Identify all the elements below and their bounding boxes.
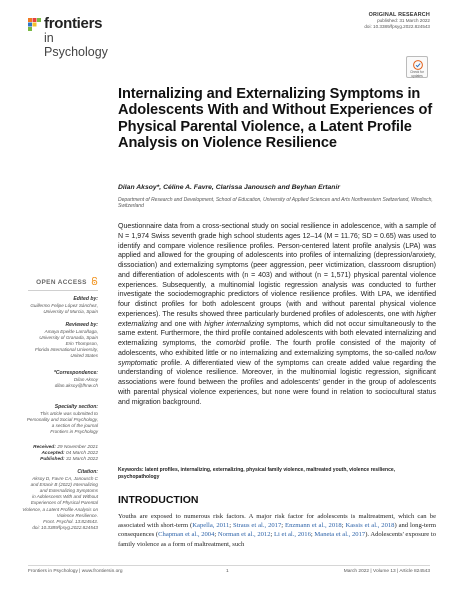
corresponding-email[interactable]: dilan.aksoy@fhnw.ch [54, 382, 98, 388]
reviewer-line: Florida International University, [35, 347, 98, 353]
abstract-emphasis: comorbid [216, 340, 246, 347]
correspondence-heading: *Correspondence: [53, 370, 98, 376]
intro-text: Youths are exposed to numerous risk factors. A major risk factor for adolescents is maltreatment, which can be associated with short-term ( [118, 513, 436, 530]
published-label: Published: [40, 457, 65, 463]
footer-divider [28, 565, 430, 566]
abstract-text: profile. The fourth profile consisted of the majority of adolescents, who exhibited little or no internalizing and externalizing symptoms, the so-called [118, 340, 436, 357]
citation-link[interactable]: Maneta et al., 2017 [314, 531, 366, 539]
abstract-emphasis: no/low symptomatic [118, 349, 436, 367]
specialty-line: Personality and Social Psychology, [26, 416, 98, 422]
footer-issue-info: March 2022 | Volume 13 | Article 824543 [343, 569, 430, 574]
intro-text: ; [270, 531, 275, 539]
open-access-label: OPEN ACCESS [36, 279, 87, 286]
intro-text: ; [281, 522, 286, 530]
reviewer-line[interactable]: Amaya Epelde Larrañaga, [44, 328, 98, 334]
article-type: ORIGINAL RESEARCH [368, 12, 430, 18]
specialty-line: This article was submitted to [40, 410, 98, 416]
citation-doi[interactable]: doi: 10.3389/fpsyg.2022.824543 [32, 525, 98, 531]
reviewer-line[interactable]: Erin Thompson, [65, 341, 98, 346]
abstract-emphasis: higher internalizing [204, 320, 265, 328]
citation-line: in Adolescents With and Without [32, 494, 98, 500]
published-value: 31 March 2022 [66, 457, 98, 463]
received-label: Received: [33, 445, 56, 450]
sidebar-divider [28, 290, 98, 291]
specialty-heading: Specialty section: [54, 404, 98, 410]
citation-link[interactable]: Straus et al., 2017 [233, 522, 282, 530]
reviewer-line: United States [70, 353, 98, 359]
citation-line: and Ertanir B (2022) Internalizing [30, 481, 98, 487]
corresponding-author: Dilan Aksoy [73, 376, 98, 382]
specialty-line: Frontiers in Psychology [50, 429, 98, 435]
affiliation: Department of Research and Development, School of Education, University of Applied Sciences and Arts Northwestern Switzerland, Windisch, Switzerland [118, 197, 433, 210]
section-heading-introduction: INTRODUCTION [118, 494, 199, 506]
intro-text: ; [341, 522, 346, 530]
check-for-updates-button[interactable] [406, 56, 428, 78]
doi[interactable]: doi: 10.3389/fpsyg.2022.824543 [364, 24, 430, 30]
abstract-text: and one with [157, 320, 205, 328]
published-date-sidebar [12, 457, 98, 463]
specialty-line: a section of the journal [51, 423, 98, 428]
accepted-label: Accepted: [41, 451, 65, 457]
keywords-text: latent profiles, internalizing, externalizing, physical family violence, maltreated youth, violence resilience, psychopathology [118, 467, 396, 480]
citation-link[interactable]: Norman et al., 2012 [217, 531, 271, 539]
citation-link[interactable]: Li et al., 2016 [274, 531, 311, 539]
edited-by [12, 296, 98, 315]
citation [12, 469, 98, 531]
editor-line: University of Murcia, Spain [43, 308, 98, 314]
edited-by-heading: Edited by: [73, 296, 98, 302]
citation-link[interactable]: Kapella, 2011 [192, 522, 230, 530]
citation-link[interactable]: Chapman et al., 2004 [158, 531, 215, 539]
check-updates-label: Check for updates [410, 70, 424, 78]
received-value: 29 November 2021 [57, 445, 98, 450]
abstract-text: profile. A differentiated view of the symptoms can create added value regarding the understanding of violence resilience. Moreover, in the multinomial logistic regression, significant associations were found between the profiles and adolescents' gender in the group of adolescents with parental physical violence experiences, but none were found in relation to sociocultural status and migration background. [118, 359, 436, 406]
intro-text: ). Adolescents' exposure to family violence as a form of maltreatment, such [118, 531, 437, 548]
article-title: Internalizing and Externalizing Symptoms in Adolescents With and Without Experiences of Physical Parental Violence, a Latent Profile Analysis on Violence Resilience [118, 86, 433, 152]
author-list[interactable]: Dilan Aksoy*, Céline A. Favre, Clarissa Janousch and Beyhan Ertanir [118, 184, 340, 191]
abstract-text: symptoms, which did not occur simultaneously to the same extent. Furthermore, the third profile contained adolescents with both elevated internalizing and externalizing symptoms, the [118, 320, 436, 347]
article-meta [364, 12, 430, 31]
article-dates [12, 445, 98, 464]
footer-journal-link[interactable]: Frontiers in Psychology | www.frontiersin.org [28, 569, 123, 574]
accepted-value: 04 March 2022 [66, 451, 98, 457]
open-access-badge[interactable] [36, 277, 98, 286]
intro-text: ; [229, 522, 234, 530]
frontiers-logo[interactable] [28, 15, 118, 59]
keywords [118, 467, 436, 480]
abstract-emphasis: higher externalizing [118, 310, 436, 328]
introduction-text [118, 512, 436, 549]
open-lock-icon [91, 277, 98, 285]
published-date: published: 31 March 2022 [377, 18, 430, 24]
citation-line: Violence, a Latent Profile Analysis on [22, 506, 98, 512]
reviewer-line: University of Granada, Spain [39, 334, 98, 340]
citation-line: Front. Psychol. 13:824543. [43, 519, 98, 525]
frontiers-logo-icon [28, 18, 41, 31]
check-updates-icon [413, 60, 423, 70]
editor-line[interactable]: Guillermo Felipe López Sánchez, [30, 302, 98, 308]
citation-line: and Externalizing Symptoms [39, 488, 98, 493]
specialty-section [12, 404, 98, 435]
page-number: 1 [226, 569, 229, 574]
intro-text: ; [310, 531, 315, 539]
citation-line: Experiences of Physical Parental [30, 500, 98, 506]
logo-brand: frontiers [44, 15, 103, 32]
correspondence [12, 370, 98, 389]
abstract [118, 222, 436, 407]
citation-link[interactable]: Enzmann et al., 2018 [285, 522, 342, 530]
citation-line: Aksoy D, Favre CA, Janousch C [32, 475, 98, 481]
reviewed-by [12, 322, 98, 360]
intro-text: ; [214, 531, 218, 539]
keywords-label: Keywords: [118, 467, 144, 473]
abstract-text: Questionnaire data from a cross-sectional study on social resilience in adolescence, with a sample of N = 1,974 Swiss seventh grade high school students ages 12–14 (M = 11.76; SD = 0.65) was used to identify and compare violence resilience profiles. Person-centered latent profile analysis (LPA) was applied and allowed for the grouping of adolescents into profiles of internalizing (depression/anxiety, dissociation) and externalizing symptoms (peer aggression, peer victimization, classroom disruption) and differentiation of adolescents with (n = 403) and without (n = 1,571) physical parental violence experiences. Subsequently, a multinomial logistic regression analysis was conducted to further investigate the sociodemographic predictors of violence resilience profiles. With LPA, we identified four distinct profiles for both adolescent groups (with and without parental physical violence experiences). The results showed three particularly burdened profiles of adolescents, one with [118, 223, 436, 318]
citation-link[interactable]: Kassis et al., 2018 [345, 522, 395, 530]
reviewed-by-heading: Reviewed by: [65, 322, 98, 328]
logo-journal: in Psychology [44, 31, 108, 59]
citation-line: Violence Resilience. [56, 512, 98, 518]
intro-text: ) and long-term consequences ( [118, 522, 437, 539]
citation-heading: Citation: [77, 469, 98, 475]
